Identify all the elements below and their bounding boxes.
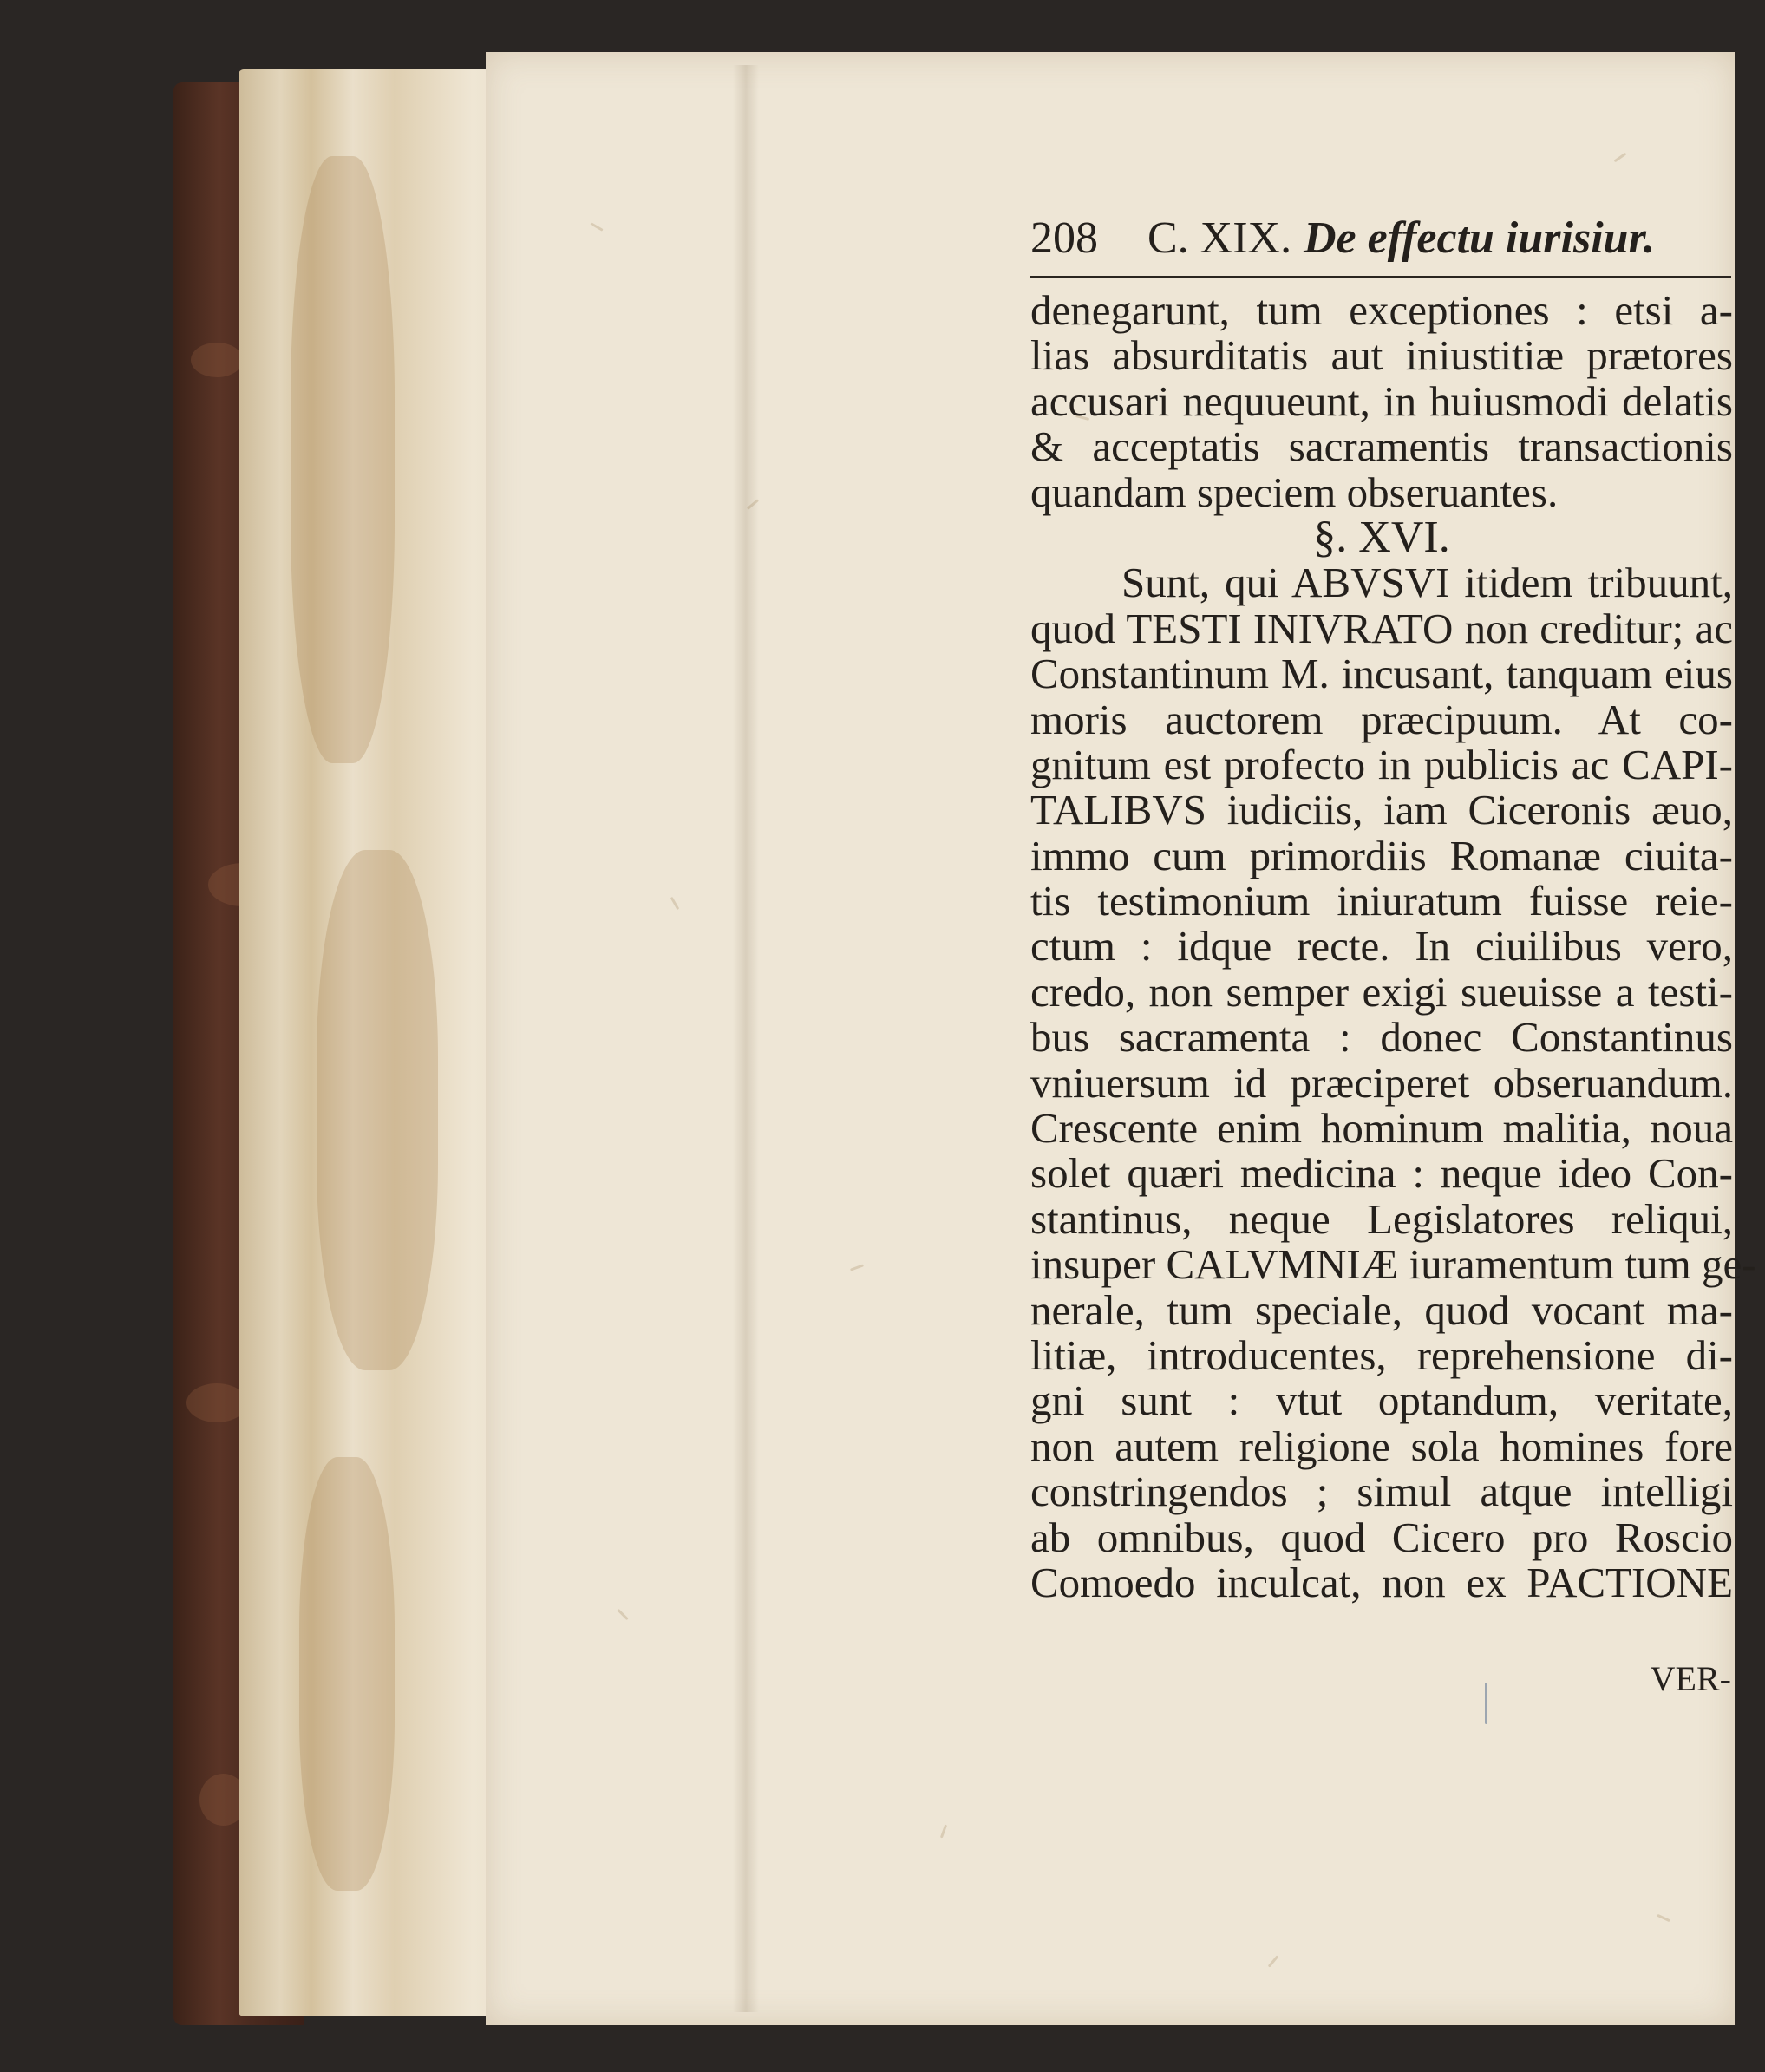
page-gutter-fold (733, 65, 759, 2012)
text-line: insuper CALVMNIÆ iuramentum tum ge- (1030, 1240, 1756, 1289)
header-rule (1030, 276, 1731, 278)
page-text (1030, 208, 1756, 1698)
text-line: accusari nequueunt, in huiusmodi delatis (1030, 376, 1733, 425)
running-title: De effectu iurisiur. (1304, 213, 1655, 263)
text-line: immo cum primordiis Romanæ ciuita- (1030, 831, 1733, 879)
text-line: ctum : idque recte. In ciuilibus vero, (1030, 922, 1733, 971)
section-heading: §. XVI. (1313, 512, 1450, 562)
body-text (1030, 286, 1756, 1606)
text-line: Sunt, qui ABVSVI itidem tribuunt, (1121, 559, 1733, 607)
text-line: lias absurditatis aut iniustitiæ prætores (1030, 331, 1733, 380)
text-line: Constantinum M. incusant, tanquam eius (1030, 650, 1733, 698)
text-line: ab omnibus, quod Cicero pro Roscio (1030, 1513, 1733, 1561)
running-head (1030, 208, 1733, 269)
text-line: gnitum est profecto in publicis ac CAPI- (1030, 740, 1733, 788)
text-line: vniuersum id præciperet obseruandum. (1030, 1058, 1733, 1107)
text-line: TALIBVS iudiciis, iam Ciceronis æuo, (1030, 786, 1733, 834)
text-line: Crescente enim hominum malitia, noua (1030, 1104, 1733, 1153)
text-line: non autem religione sola homines fore (1030, 1422, 1733, 1470)
text-line: constringendos ; simul atque intelligi (1030, 1467, 1733, 1516)
page-number: 208 (1030, 213, 1098, 263)
text-line: litiæ, introducentes, reprehensione di- (1030, 1330, 1733, 1379)
text-line: denegarunt, tum exceptiones : etsi a- (1030, 286, 1733, 334)
text-line: nerale, tum speciale, quod vocant ma- (1030, 1285, 1733, 1334)
text-line: tis testimonium iniuratum fuisse reie- (1030, 877, 1733, 925)
text-line: stantinus, neque Legislatores reliqui, (1030, 1194, 1733, 1243)
text-line: bus sacramenta : donec Constantinus (1030, 1013, 1733, 1062)
text-line: quandam speciem obseruantes. (1030, 467, 1559, 516)
text-line: quod TESTI INIVRATO non creditur; ac (1030, 604, 1733, 652)
ink-mark (1485, 1683, 1487, 1724)
catchword: VER- (1650, 1659, 1731, 1698)
text-line: & acceptatis sacramentis transactionis (1030, 422, 1733, 471)
chapter-label: C. XIX. (1147, 213, 1292, 263)
text-line: solet quæri medicina : neque ideo Con- (1030, 1149, 1733, 1198)
text-line: credo, non semper exigi sueuisse a testi- (1030, 967, 1733, 1016)
text-line: moris auctorem præcipuum. At co- (1030, 695, 1733, 743)
text-line: Comoedo inculcat, non ex PACTIONE (1030, 1558, 1733, 1606)
text-line: gni sunt : vtut optandum, veritate, (1030, 1376, 1733, 1425)
